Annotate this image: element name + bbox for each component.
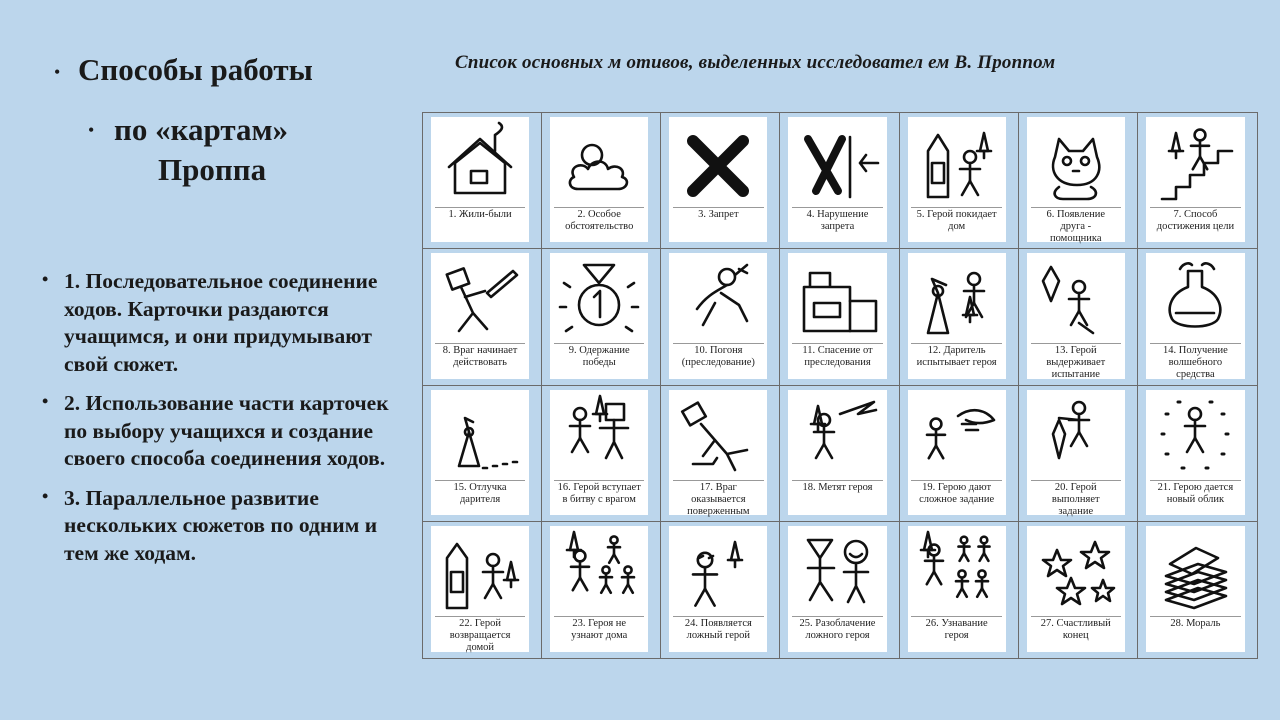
- motif-caption: 28. Мораль: [1150, 616, 1241, 630]
- title-line-1: Способы работы: [78, 52, 313, 87]
- motif-caption: 18. Метят героя: [792, 480, 882, 494]
- motif-card: [550, 526, 648, 652]
- motif-card: [1027, 253, 1125, 381]
- motif-caption: 5. Герой покидает дом: [911, 207, 1001, 233]
- motif-card: [908, 526, 1006, 652]
- motif-caption: 20. Герой выполняет задание: [1031, 480, 1121, 518]
- books-icon: [1152, 530, 1238, 614]
- title-line-3: Проппа: [158, 152, 267, 187]
- stairs-icon: [1152, 121, 1238, 205]
- donor-test-icon: [914, 257, 1000, 341]
- recognition-icon: [914, 530, 1000, 614]
- method-item: [42, 268, 394, 378]
- motif-cell: [780, 113, 899, 249]
- motif-cell: [542, 386, 661, 522]
- battle-icon: [556, 394, 642, 478]
- propp-cards-grid: [422, 112, 1258, 659]
- method-text: 1. Последовательное соединение ходов. Карточки раздаются учащимся, и они придумывают свой сюжет.: [64, 269, 378, 376]
- bullet-icon: •: [42, 485, 49, 506]
- motif-card: [1027, 526, 1125, 652]
- motif-caption: 22. Герой возвращается домой: [435, 616, 525, 654]
- motif-cell: [661, 249, 780, 385]
- motif-caption: 23. Героя не узнают дома: [554, 616, 644, 642]
- motif-cell: [661, 522, 780, 658]
- bullet-icon: •: [42, 391, 49, 411]
- motif-caption: 10. Погоня (преследование): [673, 343, 763, 369]
- enemy-defeated-icon: [675, 394, 761, 478]
- cross-icon: [675, 121, 761, 205]
- motif-card: [669, 526, 767, 652]
- motif-cell: [423, 386, 542, 522]
- broken-cross-icon: [794, 121, 880, 205]
- motif-cell: [900, 249, 1019, 385]
- hero-marked-icon: [794, 394, 880, 478]
- motif-card: [431, 390, 529, 515]
- motif-cell: [423, 249, 542, 385]
- sun-cloud-icon: [556, 121, 642, 205]
- motif-cell: [1019, 249, 1138, 385]
- method-item: [42, 390, 394, 473]
- motif-cell: [661, 386, 780, 522]
- task-done-icon: [1033, 394, 1119, 478]
- motif-cell: [1138, 386, 1257, 522]
- motif-card: [908, 117, 1006, 242]
- motif-cell: [1138, 249, 1257, 385]
- motif-card: [550, 390, 648, 515]
- motif-card: [1146, 390, 1245, 515]
- bullet-icon: •: [42, 269, 49, 289]
- chase-icon: [675, 257, 761, 341]
- motif-card: [1146, 253, 1245, 381]
- propp-list-heading: Список основных м отивов, выделенных исследовател ем В. Проппом: [455, 52, 1056, 73]
- motif-caption: 8. Враг начинает действовать: [435, 343, 525, 369]
- motif-caption: 16. Герой вступает в битву с врагом: [554, 480, 644, 506]
- motif-cell: [900, 386, 1019, 522]
- motif-cell: [1138, 113, 1257, 249]
- motif-cell: [542, 249, 661, 385]
- method-item: [42, 485, 394, 568]
- motif-card: [431, 117, 529, 242]
- motif-card: [908, 253, 1006, 378]
- not-recognized-icon: [556, 530, 642, 614]
- motif-caption: 9. Одержание победы: [554, 343, 644, 369]
- motif-card: [908, 390, 1006, 515]
- motif-cell: [1019, 386, 1138, 522]
- motif-caption: 2. Особое обстоятельство: [554, 207, 644, 233]
- motif-card: [1027, 390, 1125, 515]
- left-panel: [40, 0, 410, 720]
- motif-card: [788, 526, 886, 652]
- stars-icon: [1033, 530, 1119, 614]
- motif-cell: [780, 386, 899, 522]
- stove-icon: [794, 257, 880, 341]
- motif-cell: [542, 113, 661, 249]
- method-text: 2. Использование части карточек по выбору учащихся и создание своего способа соединения ходов.: [64, 391, 389, 470]
- title-line-2: по «картам»: [114, 112, 289, 147]
- methods-list: [42, 268, 394, 579]
- motif-cell: [1019, 113, 1138, 249]
- hero-leaves-icon: [914, 121, 1000, 205]
- motif-card: [788, 117, 886, 242]
- motif-cell: [900, 113, 1019, 249]
- motif-cell: [542, 522, 661, 658]
- motif-cell: [780, 522, 899, 658]
- motif-card: [431, 253, 529, 378]
- motif-card: [1027, 117, 1125, 242]
- cat-icon: [1033, 121, 1119, 205]
- hard-task-icon: [914, 394, 1000, 478]
- motif-caption: 1. Жили-были: [435, 207, 525, 221]
- motif-card: [550, 117, 648, 242]
- new-look-icon: [1152, 394, 1238, 478]
- motif-caption: 14. Получение волшебного средства: [1150, 343, 1241, 381]
- motif-card: [1146, 526, 1245, 652]
- motif-card: [550, 253, 648, 378]
- motif-caption: 24. Появляется ложный герой: [673, 616, 763, 642]
- medal-icon: [556, 257, 642, 341]
- exposure-icon: [794, 530, 880, 614]
- motif-caption: 11. Спасение от преследования: [792, 343, 882, 369]
- motif-cell: [1019, 522, 1138, 658]
- motif-card: [431, 526, 529, 652]
- title-bullet: •: [88, 120, 95, 140]
- potion-icon: [1152, 257, 1238, 341]
- motif-card: [788, 253, 886, 378]
- false-hero-icon: [675, 530, 761, 614]
- motif-cell: [900, 522, 1019, 658]
- return-home-icon: [437, 530, 523, 614]
- motif-caption: 7. Способ достижения цели: [1150, 207, 1241, 233]
- motif-caption: 6. Появление друга - помощника: [1031, 207, 1121, 245]
- motif-cell: [661, 113, 780, 249]
- motif-card: [669, 117, 767, 242]
- enemy-attack-icon: [437, 257, 523, 341]
- house-icon: [437, 121, 523, 205]
- motif-card: [788, 390, 886, 515]
- motif-cell: [780, 249, 899, 385]
- motif-cell: [423, 113, 542, 249]
- motif-caption: 17. Враг оказывается поверженным: [673, 480, 763, 518]
- donor-away-icon: [437, 394, 523, 478]
- motif-caption: 3. Запрет: [673, 207, 763, 221]
- motif-caption: 19. Герою дают сложное задание: [911, 480, 1001, 506]
- motif-caption: 4. Нарушение запрета: [792, 207, 882, 233]
- motif-caption: 21. Герою дается новый облик: [1150, 480, 1241, 506]
- motif-caption: 27. Счастливый конец: [1031, 616, 1121, 642]
- motif-caption: 12. Даритель испытывает героя: [911, 343, 1001, 369]
- motif-card: [669, 390, 767, 515]
- motif-cell: [1138, 522, 1257, 658]
- method-text: 3. Параллельное развитие нескольких сюжетов по одним и тем же ходам.: [64, 485, 378, 565]
- motif-card: [669, 253, 767, 378]
- motif-caption: 15. Отлучка дарителя: [435, 480, 525, 506]
- motif-card: [1146, 117, 1245, 242]
- title-bullet: •: [54, 62, 61, 82]
- hero-passes-icon: [1033, 257, 1119, 341]
- motif-cell: [423, 522, 542, 658]
- motif-caption: 26. Узнавание героя: [911, 616, 1001, 642]
- motif-caption: 13. Герой выдерживает испытание: [1031, 343, 1121, 381]
- motif-caption: 25. Разоблачение ложного героя: [792, 616, 882, 642]
